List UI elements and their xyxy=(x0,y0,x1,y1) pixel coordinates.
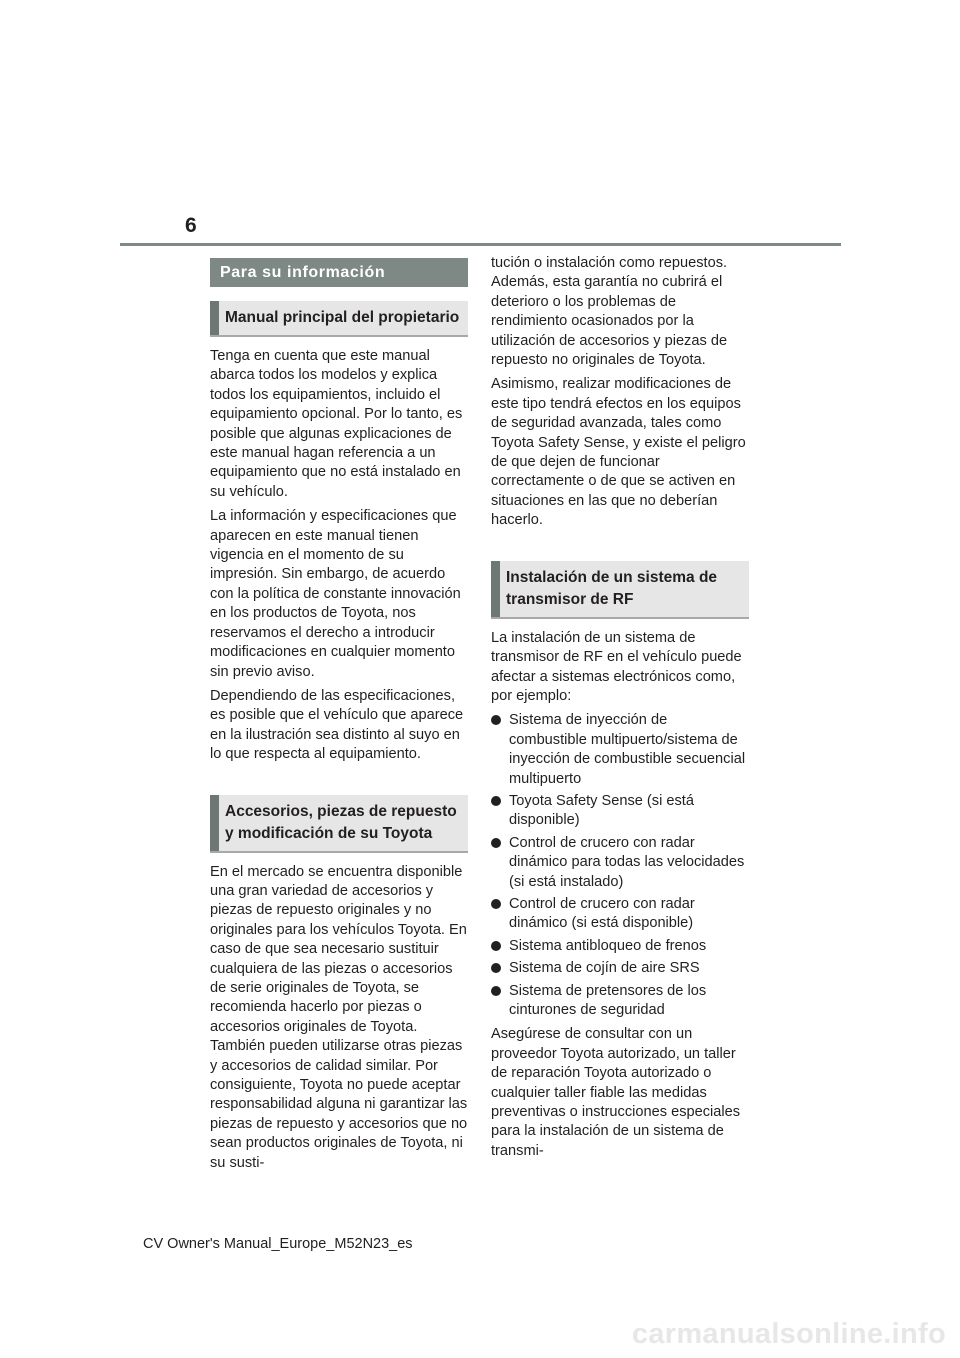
list-item-text: Sistema de cojín de aire SRS xyxy=(509,960,700,977)
list-item-text: Sistema de pretensores de los cinturones de seguridad xyxy=(509,982,707,1018)
list-item-text: Sistema antibloqueo de frenos xyxy=(509,937,707,954)
subheading-marker xyxy=(210,795,219,851)
spacer xyxy=(491,536,749,561)
spacer xyxy=(210,770,468,795)
bullet-icon xyxy=(491,899,501,909)
footer-text: CV Owner's Manual_Europe_M52N23_es xyxy=(143,1236,413,1252)
list-item xyxy=(491,895,749,934)
paragraph: Dependiendo de las especificaciones, es posible que el vehículo que aparece en la ilustración sea distinto al suyo en lo que respecta al equipamiento. xyxy=(210,687,464,763)
list-item xyxy=(491,982,749,1021)
watermark: carmanualsonline.info xyxy=(631,1318,946,1350)
subheading-marker xyxy=(491,561,500,617)
bullet-icon xyxy=(491,963,501,973)
paragraph: Asimismo, realizar modificaciones de este tipo tendrá efectos en los equipos de seguridad avanzada, tales como Toyota Safety Sense, y existe el peligro de que dejen de funcionar correctamente o de que se activen en situaciones en las que no deberían hacerlo. xyxy=(491,376,746,529)
bullet-icon xyxy=(491,838,501,848)
paragraph: Asegúrese de consultar con un proveedor Toyota autorizado, un taller de reparación Toyota autorizado o cualquier taller fiable las medidas preventivas o instrucciones especiales para la instalación de un sistema de transmi- xyxy=(491,1026,741,1159)
paragraph: La información y especificaciones que aparecen en este manual tienen vigencia en el momento de su impresión. Sin embargo, de acuerdo con la política de constante innovación en los productos de Toyota, nos reservamos el derecho a introducir modificaciones en cualquier momento sin previo aviso. xyxy=(210,508,461,680)
bullet-icon xyxy=(491,715,501,725)
list-item-text: Toyota Safety Sense (si está disponible) xyxy=(509,792,694,829)
subheading-rf-transmitter xyxy=(491,561,749,619)
list-item xyxy=(491,711,749,789)
subheading-manual xyxy=(210,301,468,337)
subheading-text: Manual principal del propietario xyxy=(225,309,460,326)
list-item-text: Sistema de inyección de combustible multipuerto/sistema de inyección de combustible secuencial multipuerto xyxy=(509,712,746,787)
left-column xyxy=(210,258,468,1178)
subheading-text: Accesorios, piezas de repuesto y modificación de su Toyota xyxy=(225,802,457,842)
list-item xyxy=(491,937,749,956)
list-item xyxy=(491,959,749,978)
subheading-accessories xyxy=(210,795,468,853)
bullet-list xyxy=(491,711,749,1020)
list-item xyxy=(491,834,749,892)
header-rule xyxy=(120,243,841,246)
paragraph: En el mercado se encuentra disponible una gran variedad de accesorios y piezas de repuesto originales y no originales para los vehículos Toyota. En caso de que sea necesario sustituir cualquiera de las piezas o accesorios de serie originales de Toyota, se recomienda hacerlo por piezas o accesorios originales de Toyota. También pueden utilizarse otras piezas y accesorios de calidad similar. Por consiguiente, Toyota no puede aceptar responsabilidad alguna ni garantizar las piezas de repuesto y accesorios que no sean productos originales de Toyota, ni su susti- xyxy=(210,863,468,1171)
bullet-icon xyxy=(491,941,501,951)
paragraph: Tenga en cuenta que este manual abarca todos los modelos y explica todos los equipamientos, incluido el equipamiento opcional. Por lo tanto, es posible que algunas explicaciones de este manual hagan referencia a un equipamiento que no está instalado en su vehículo. xyxy=(210,348,463,500)
list-item xyxy=(491,792,749,831)
section-title: Para su información xyxy=(210,258,468,287)
paragraph: La instalación de un sistema de transmisor de RF en el vehículo puede afectar a sistemas electrónicos como, por ejemplo: xyxy=(491,629,742,704)
paragraph: tución o instalación como repuestos. Además, esta garantía no cubrirá el deterioro o los problemas de rendimiento ocasionados por la utilización de accesorios y piezas de repuesto no originales de Toyota. xyxy=(491,255,728,369)
subheading-marker xyxy=(210,301,219,335)
list-item-text: Control de crucero con radar dinámico (si está disponible) xyxy=(509,895,695,932)
subheading-text: Instalación de un sistema de transmisor de RF xyxy=(506,568,718,608)
right-column xyxy=(491,254,749,1166)
list-item-text: Control de crucero con radar dinámico para todas las velocidades (si está instalado) xyxy=(509,834,745,890)
bullet-icon xyxy=(491,796,501,806)
bullet-icon xyxy=(491,986,501,996)
page-number: 6 xyxy=(185,214,197,237)
